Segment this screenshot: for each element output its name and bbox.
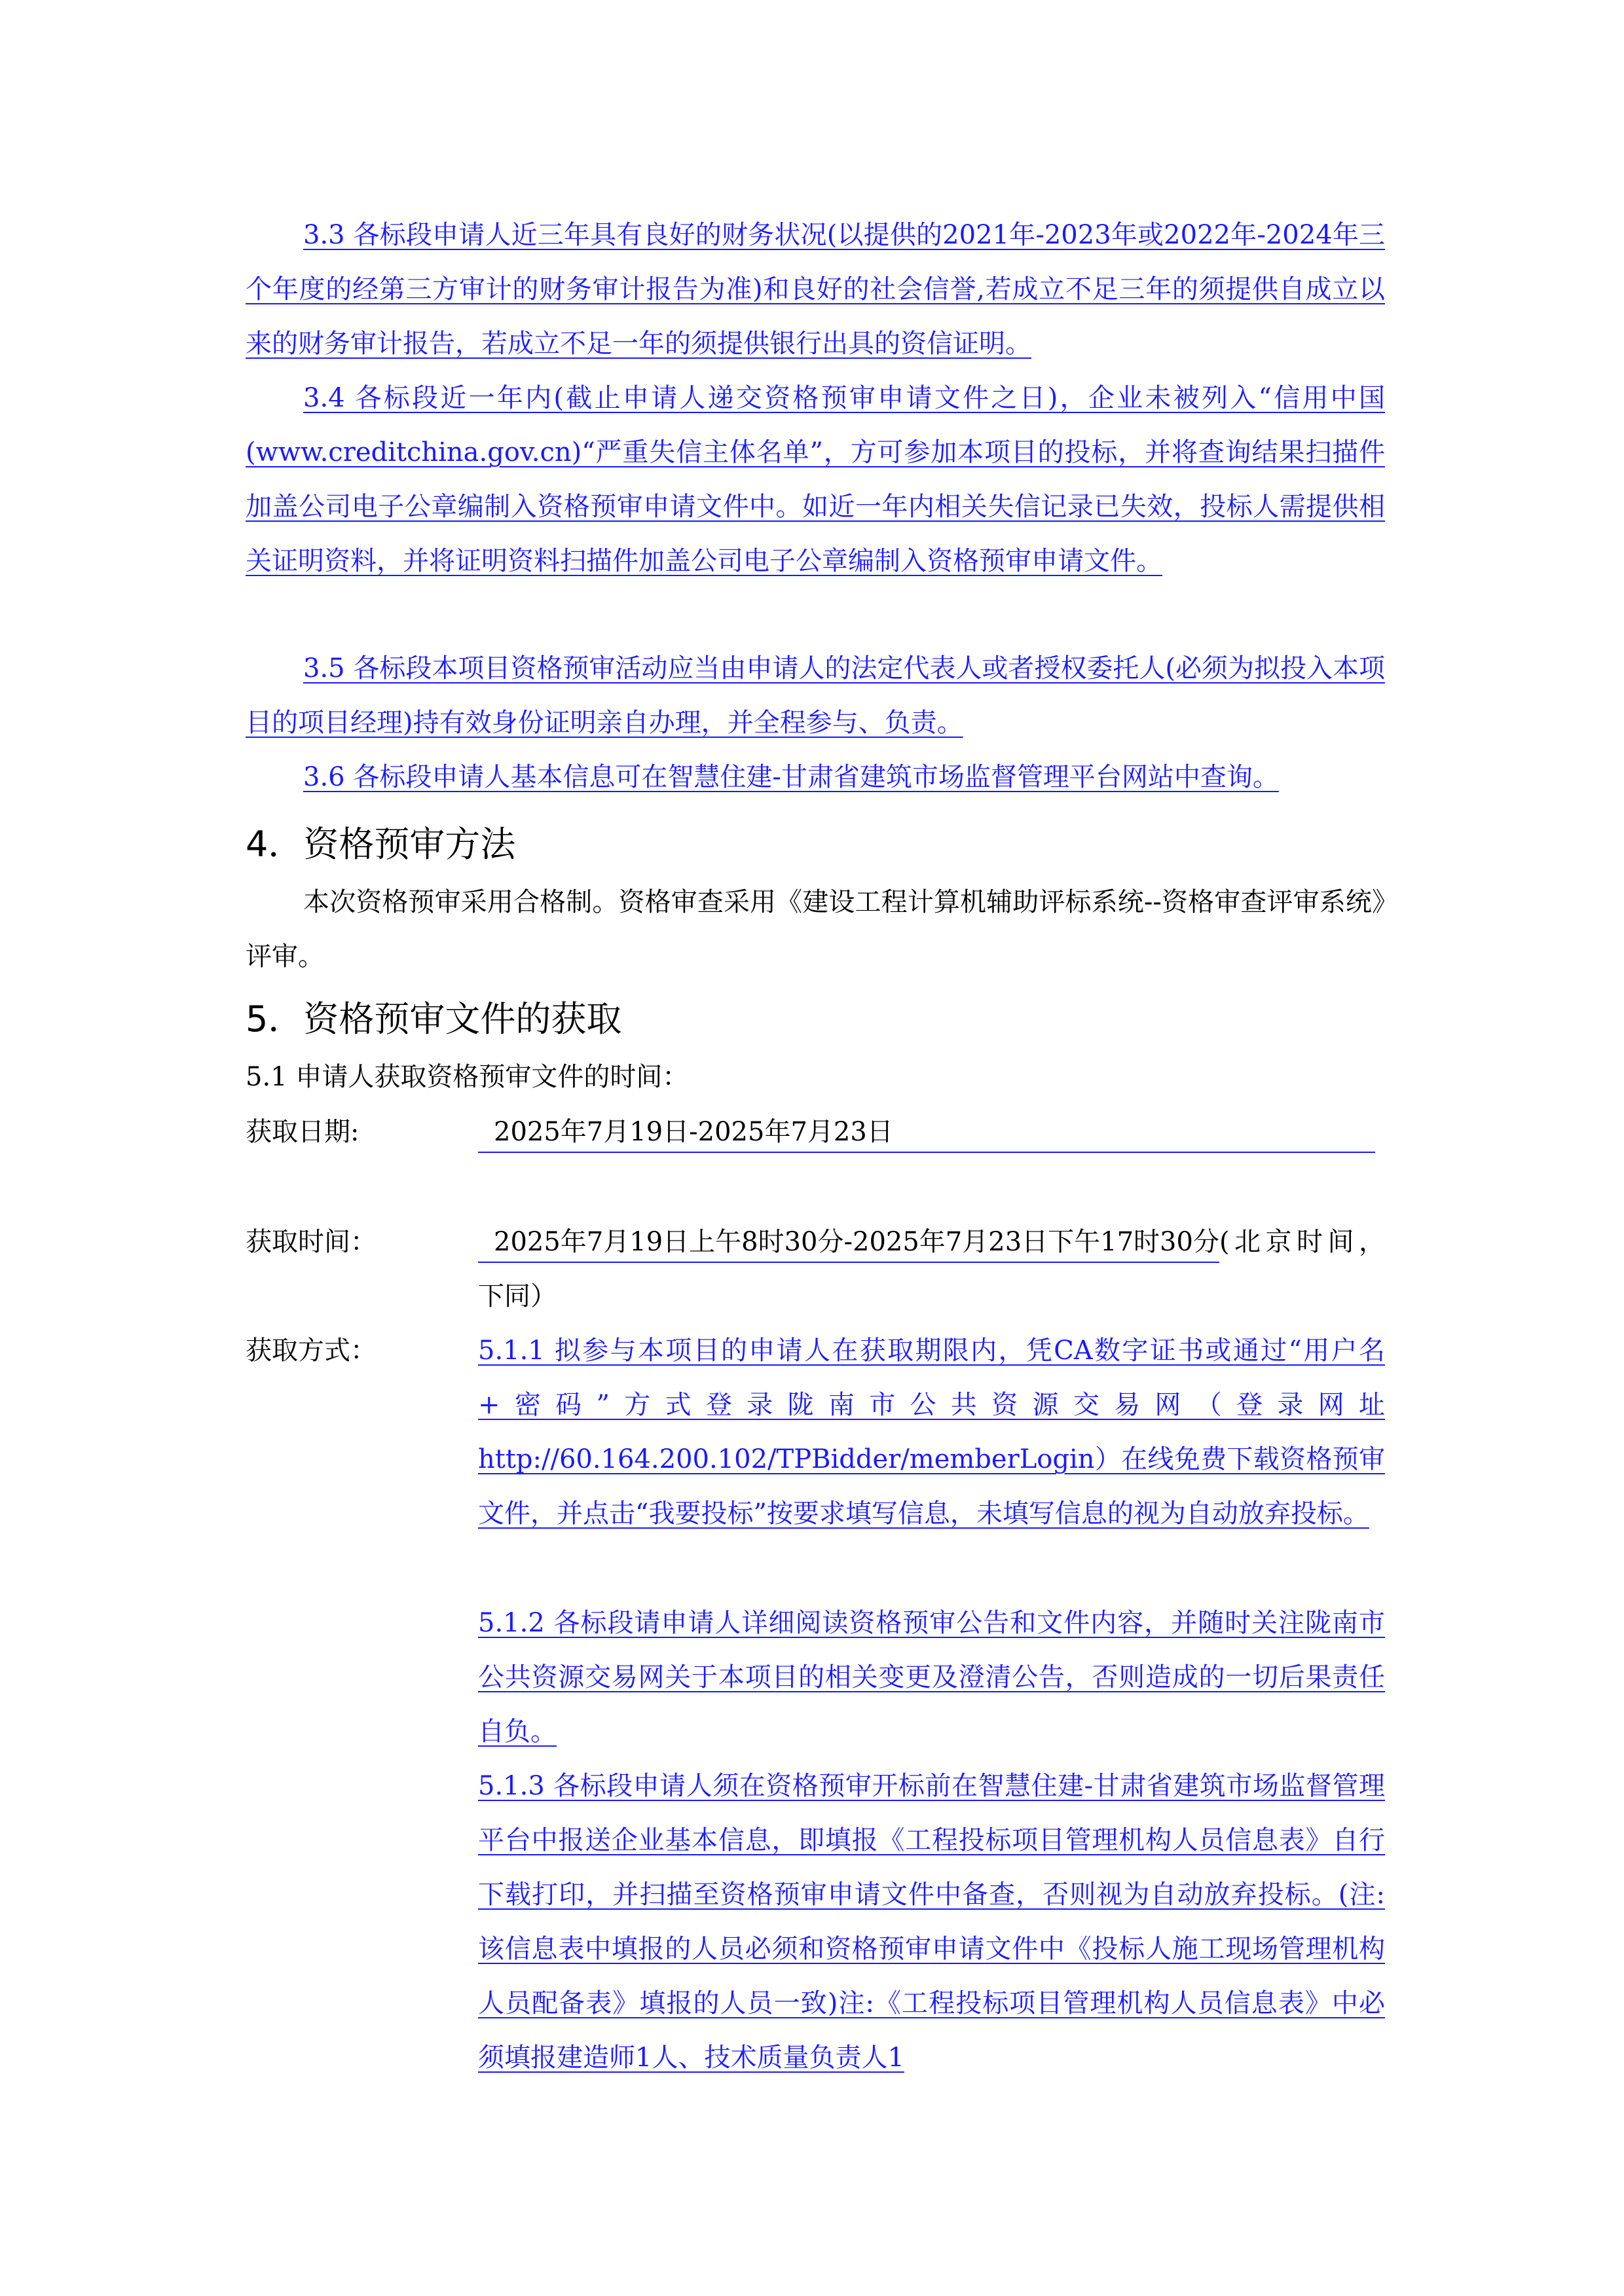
section-5-heading: 5．资格预审文件的获取 bbox=[246, 998, 622, 1040]
time-value: 2025年7月19日上午8时30分-2025年7月23日下午17时30分 bbox=[478, 1222, 1219, 1263]
date-value: 2025年7月19日-2025年7月23日 bbox=[478, 1112, 1375, 1153]
section-4-heading: 4．资格预审方法 bbox=[246, 824, 516, 865]
date-field bbox=[478, 1105, 1385, 1159]
method-5-1-3 bbox=[478, 1759, 1385, 2085]
clause-3-6 bbox=[246, 750, 1385, 805]
time-suffix: (北京时间，下同） bbox=[478, 1227, 1385, 1311]
clause-3-4 bbox=[246, 371, 1385, 589]
method-5-1-2-text: 5.1.2 各标段请申请人详细阅读资格预审公告和文件内容，并随时关注陇南市公共资源交易网关于本项目的相关变更及澄清公告，否则造成的一切后果责任自负。 bbox=[478, 1608, 1385, 1747]
clause-3-5 bbox=[246, 642, 1385, 750]
section-4-body: 本次资格预审采用合格制。资格审查采用《建设工程计算机辅助评标系统--资格审查评审系统》评审。 bbox=[246, 887, 1385, 972]
method-label: 获取方式： bbox=[246, 1336, 377, 1366]
method-5-1-3-text: 5.1.3 各标段申请人须在资格预审开标前在智慧住建-甘肃省建筑市场监督管理平台中报送企业基本信息，即填报《工程投标项目管理机构人员信息表》自行下载打印，并扫描至资格预审申请文件中备查，否则视为自动放弃投标。(注:该信息表中填报的人员必须和资格预审申请文件中《投标人施工现场管理机构人员配备表》填报的人员一致)注:《工程投标项目管理机构人员信息表》中必须填报建造师1人、技术质量负责人1 bbox=[478, 1771, 1385, 2073]
clause-3-3 bbox=[246, 208, 1385, 371]
method-5-1-1 bbox=[478, 1324, 1385, 1541]
clause-3-4-text: 3.4 各标段近一年内(截止申请人递交资格预审申请文件之日)，企业未被列入“信用中国(www.creditchina.gov.cn)“严重失信主体名单”，方可参加本项目的投标，并将查询结果扫描件加盖公司电子公章编制入资格预审申请文件中。如近一年内相关失信记录已失效，投标人需提供相关证明资料，并将证明资料扫描件加盖公司电子公章编制入资格预审申请文件。 bbox=[246, 383, 1385, 576]
time-field bbox=[478, 1215, 1385, 1324]
method-5-1-1-text: 5.1.1 拟参与本项目的申请人在获取期限内，凭CA数字证书或通过“用户名+密码”方式登录陇南市公共资源交易网（登录网址http://60.164.200.102/TPBidder/memberLogin）在线免费下载资格预审文件，并点击“我要投标”按要求填写信息，未填写信息的视为自动放弃投标。 bbox=[478, 1336, 1385, 1529]
method-5-1-2 bbox=[478, 1596, 1385, 1759]
clause-3-5-text: 3.5 各标段本项目资格预审活动应当由申请人的法定代表人或者授权委托人(必须为拟投入本项目的项目经理)持有效身份证明亲自办理，并全程参与、负责。 bbox=[246, 653, 1385, 738]
subsection-5-1: 5.1 申请人获取资格预审文件的时间： bbox=[246, 1062, 689, 1092]
clause-3-6-text: 3.6 各标段申请人基本信息可在智慧住建-甘肃省建筑市场监督管理平台网站中查询。 bbox=[303, 762, 1279, 792]
clause-3-3-text: 3.3 各标段申请人近三年具有良好的财务状况(以提供的2021年-2023年或2022年-2024年三个年度的经第三方审计的财务审计报告为准)和良好的社会信誉,若成立不足三年的须提供自成立以来的财务审计报告，若成立不足一年的须提供银行出具的资信证明。 bbox=[246, 220, 1385, 359]
date-label: 获取日期: bbox=[246, 1117, 360, 1147]
time-label: 获取时间： bbox=[246, 1227, 377, 1257]
